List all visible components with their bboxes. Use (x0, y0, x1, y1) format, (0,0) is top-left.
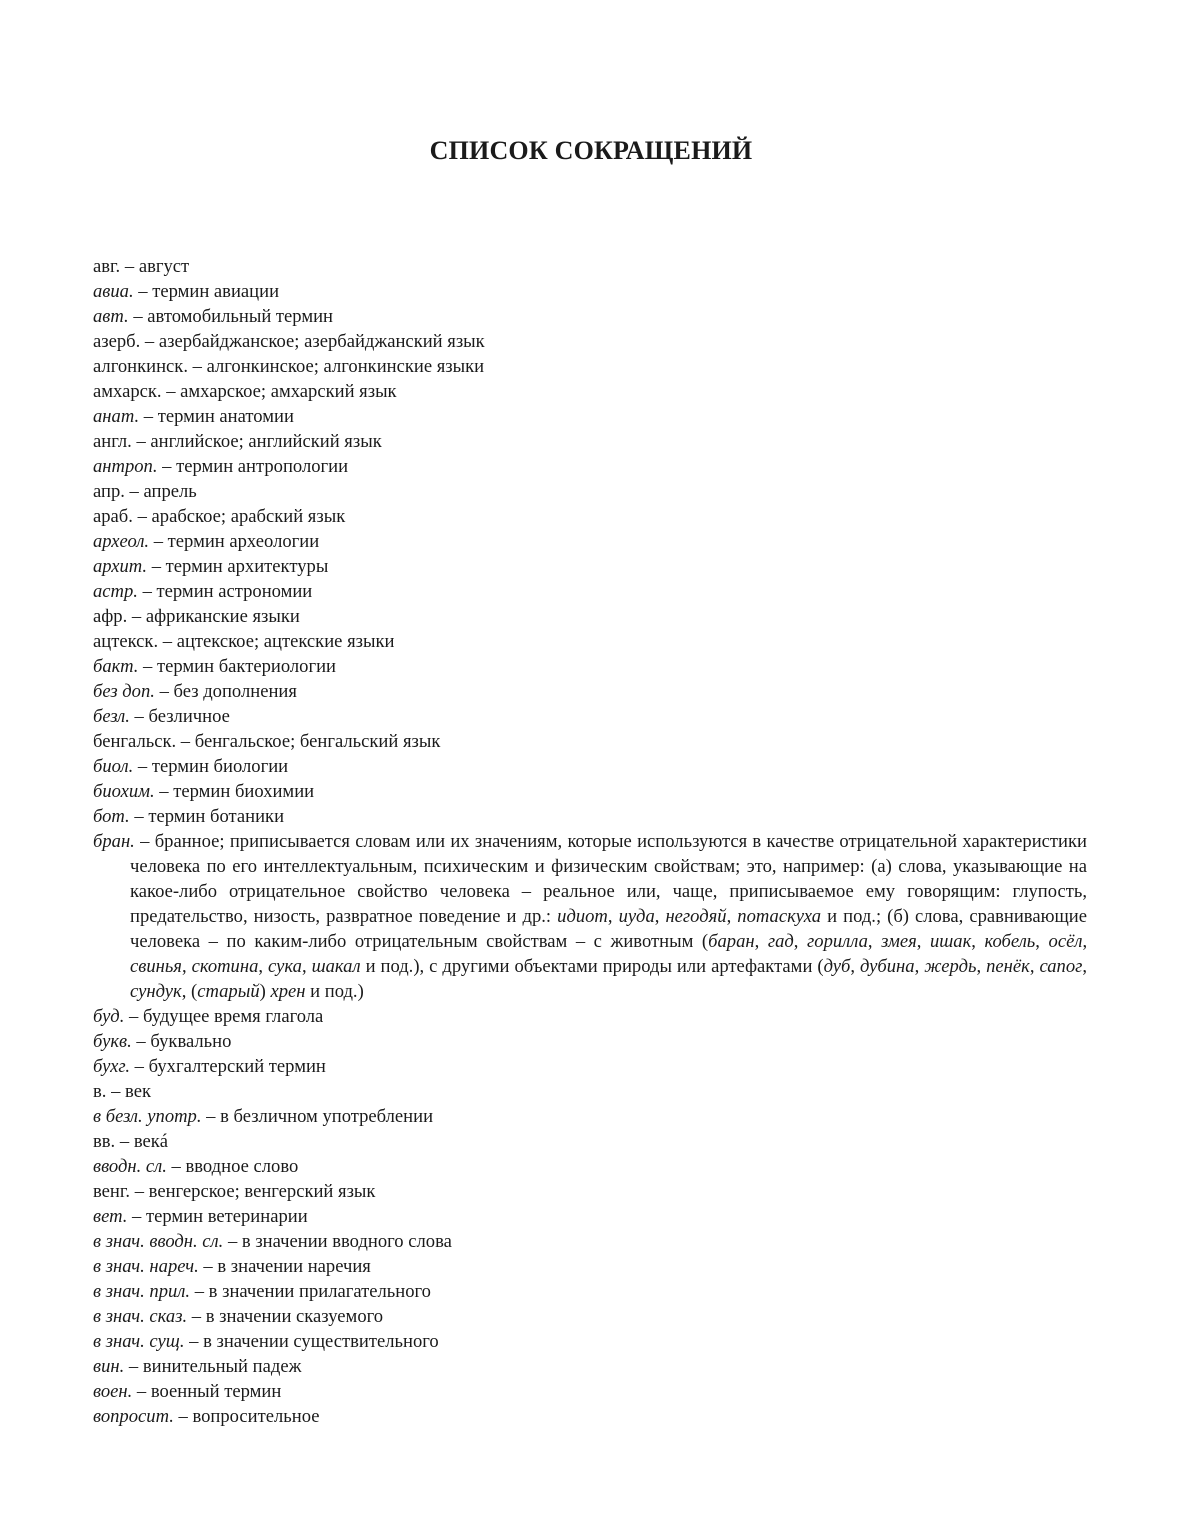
entry-bud (93, 1004, 1087, 1029)
definition: – термин авиации (133, 281, 280, 302)
definition: – термин археологии (149, 531, 320, 552)
definition: – азербайджанское; азербайджанский язык (140, 331, 485, 352)
separator: , ( (181, 981, 198, 1002)
definition: – термин антропологии (157, 456, 349, 477)
abbr: ацтекск. (93, 631, 159, 652)
example-word: негодяй (665, 906, 727, 927)
abbr: в знач. сущ. (93, 1331, 185, 1352)
entry-voprosit (93, 1404, 1087, 1429)
definition: – английское; английский язык (131, 431, 382, 452)
definition: – вопросительное (173, 1406, 320, 1427)
entry-actecsk (93, 629, 1087, 654)
example-word: шакал (311, 956, 361, 977)
abbr: бот. (93, 806, 130, 827)
entry-v-bezl-upotr (93, 1104, 1087, 1129)
entry-arhit (93, 554, 1087, 579)
abbr: бенгальск. (93, 731, 177, 752)
abbr: вин. (93, 1356, 125, 1377)
abbr: букв. (93, 1031, 132, 1052)
entry-angl (93, 429, 1087, 454)
abbr: араб. (93, 506, 133, 527)
abbr: в знач. сказ. (93, 1306, 188, 1327)
entry-biohim (93, 779, 1087, 804)
abbr: вопросит. (93, 1406, 174, 1427)
definition: – в значении прилагательного (190, 1281, 431, 1302)
entry-bezl (93, 704, 1087, 729)
abbr: бран. (93, 831, 135, 852)
definition: – вводное слово (166, 1156, 299, 1177)
example-word: дуб (823, 956, 851, 977)
entry-avg (93, 254, 1087, 279)
abbr: афр. (93, 606, 128, 627)
example-word: жердь (924, 956, 977, 977)
definition: – в безличном употреблении (201, 1106, 434, 1127)
entry-v-znach-vvodn-sl (93, 1229, 1087, 1254)
abbr: авг. (93, 256, 121, 277)
abbr: азерб. (93, 331, 141, 352)
separator: , (850, 956, 860, 977)
definition: – термин ботаники (129, 806, 285, 827)
definition: – автомобильный термин (128, 306, 333, 327)
example-word: горилла (807, 931, 868, 952)
example-word: ишак (929, 931, 972, 952)
abbr: бухг. (93, 1056, 131, 1077)
entry-amharsk (93, 379, 1087, 404)
definition: – август (120, 256, 190, 277)
separator: , (181, 956, 192, 977)
definition: – термин биохимии (154, 781, 315, 802)
definition: – апрель (124, 481, 197, 502)
example-word: кобель (984, 931, 1036, 952)
example-word: гад (767, 931, 794, 952)
definition: – ацтекское; ацтекские языки (158, 631, 395, 652)
example-word: свинья (130, 956, 182, 977)
definition: – без дополнения (154, 681, 297, 702)
abbreviation-list (93, 254, 1087, 1429)
definition-text: и под.; (б) слова, сравнивающие человека – по каким-либо отрицательным свойствам – с животным ( (130, 906, 1088, 952)
definition: – термин архитектуры (147, 556, 329, 577)
entry-arab (93, 504, 1087, 529)
entry-bran (93, 829, 1087, 1004)
entry-bakt (93, 654, 1087, 679)
definition: – африканские языки (127, 606, 300, 627)
separator: , (754, 931, 768, 952)
entry-apr (93, 479, 1087, 504)
example-word: старый (197, 981, 260, 1002)
example-word: скотина (191, 956, 259, 977)
entry-arheol (93, 529, 1087, 554)
definition: – винительный падеж (124, 1356, 302, 1377)
entry-v-znach-sushch (93, 1329, 1087, 1354)
example-word: хрен (270, 981, 306, 1002)
abbr: вет. (93, 1206, 128, 1227)
separator: , (258, 956, 269, 977)
example-word: змея (881, 931, 917, 952)
abbr: в. (93, 1081, 107, 1102)
entry-astr (93, 579, 1087, 604)
separator: , (1082, 931, 1088, 952)
separator: , (301, 956, 312, 977)
entry-afr (93, 604, 1087, 629)
abbr: венг. (93, 1181, 131, 1202)
entry-bukv (93, 1029, 1087, 1054)
definition: – амхарское; амхарский язык (161, 381, 397, 402)
abbr: авиа. (93, 281, 134, 302)
entry-v-znach-skaz (93, 1304, 1087, 1329)
example-word: иуда (618, 906, 655, 927)
abbr: авт. (93, 306, 129, 327)
entry-azerb (93, 329, 1087, 354)
abbr: в знач. вводн. сл. (93, 1231, 224, 1252)
definition: – термин бактериологии (138, 656, 336, 677)
entry-anat (93, 404, 1087, 429)
separator: , (793, 931, 808, 952)
definition: – в значении наречия (198, 1256, 371, 1277)
entry-avt (93, 304, 1087, 329)
entry-v-znach-narech (93, 1254, 1087, 1279)
entry-v (93, 1079, 1087, 1104)
entry-algonkinsk (93, 354, 1087, 379)
page-title: СПИСОК СОКРАЩЕНИЙ (429, 136, 753, 165)
abbr: апр. (93, 481, 125, 502)
entry-veng (93, 1179, 1087, 1204)
definition: – бенгальское; бенгальский язык (176, 731, 441, 752)
example-word: потаскуха (737, 906, 822, 927)
abbr: архит. (93, 556, 148, 577)
entry-antrop (93, 454, 1087, 479)
definition: – термин ветеринарии (127, 1206, 308, 1227)
abbr: буд. (93, 1006, 125, 1027)
example-word: баран (708, 931, 755, 952)
abbr: воен. (93, 1381, 133, 1402)
abbr: археол. (93, 531, 150, 552)
separator: , (726, 906, 738, 927)
definition: – в значении сказуемого (187, 1306, 384, 1327)
separator: , (867, 931, 882, 952)
definition-text: и под.), с другими объектами природы или артефактами ( (360, 956, 824, 977)
definition: – буквально (131, 1031, 232, 1052)
example-word: идиот (557, 906, 608, 927)
definition: – арабское; арабский язык (132, 506, 346, 527)
definition: – венгерское; венгерский язык (130, 1181, 376, 1202)
definition: – будущее время глагола (124, 1006, 324, 1027)
separator: , (914, 956, 925, 977)
entry-buhg (93, 1054, 1087, 1079)
abbr: в знач. нареч. (93, 1256, 199, 1277)
entry-voen (93, 1379, 1087, 1404)
entry-vet (93, 1204, 1087, 1229)
definition: – термин анатомии (139, 406, 294, 427)
definition: – безличное (129, 706, 230, 727)
separator: ) (259, 981, 271, 1002)
separator: , (1029, 956, 1040, 977)
separator: , (976, 956, 987, 977)
example-word: сука (268, 956, 302, 977)
entry-bengalsk (93, 729, 1087, 754)
abbr: биол. (93, 756, 134, 777)
abbr: астр. (93, 581, 138, 602)
separator: , (971, 931, 985, 952)
separator: , (1035, 931, 1049, 952)
definition: – алгонкинское; алгонкинские языки (187, 356, 485, 377)
abbr: в знач. прил. (93, 1281, 191, 1302)
example-word: сапог (1039, 956, 1083, 977)
definition: – в значении существительного (184, 1331, 439, 1352)
entry-bez-dop (93, 679, 1087, 704)
abbr: бакт. (93, 656, 139, 677)
entry-avia (93, 279, 1087, 304)
definition: – в значении вводного слова (223, 1231, 452, 1252)
entry-v-znach-pril (93, 1279, 1087, 1304)
entry-bot (93, 804, 1087, 829)
example-word: дубина (860, 956, 915, 977)
abbr: в безл. употр. (93, 1106, 202, 1127)
abbr: амхарск. (93, 381, 162, 402)
abbr: англ. (93, 431, 132, 452)
entry-vvodn-sl (93, 1154, 1087, 1179)
definition-text: – бранное; приписывается словам или их значениям, которые используются в качестве отрицательной характеристики человека по его интеллектуальным, психическим и физическим свойствам; это, например: (а) слова, указывающие на какое-либо отрицательное свойство человека – реальное или, чаще, приписываемое ему говорящим: глупость, предательство, низость, развратное поведение и др.: (130, 831, 1087, 927)
definition: – термин астрономии (137, 581, 313, 602)
entry-vin (93, 1354, 1087, 1379)
abbr: без доп. (93, 681, 155, 702)
abbr: вв. (93, 1131, 116, 1152)
definition: – бухгалтерский термин (130, 1056, 326, 1077)
abbr: антроп. (93, 456, 158, 477)
abbr: вводн. сл. (93, 1156, 167, 1177)
abbr: алгонкинск. (93, 356, 188, 377)
abbr: анат. (93, 406, 140, 427)
example-word: сундук (130, 981, 182, 1002)
definition: – военный термин (132, 1381, 282, 1402)
definition: – термин биологии (133, 756, 289, 777)
separator: , (607, 906, 619, 927)
example-word: осёл (1048, 931, 1083, 952)
abbr: безл. (93, 706, 130, 727)
definition: – векá (115, 1131, 169, 1152)
entry-vv (93, 1129, 1087, 1154)
definition-text: и под.) (305, 981, 364, 1002)
separator: , (1082, 956, 1088, 977)
entry-biol (93, 754, 1087, 779)
abbr: биохим. (93, 781, 155, 802)
separator: , (654, 906, 666, 927)
example-word: пенёк (986, 956, 1030, 977)
separator: , (916, 931, 930, 952)
definition: – век (106, 1081, 151, 1102)
